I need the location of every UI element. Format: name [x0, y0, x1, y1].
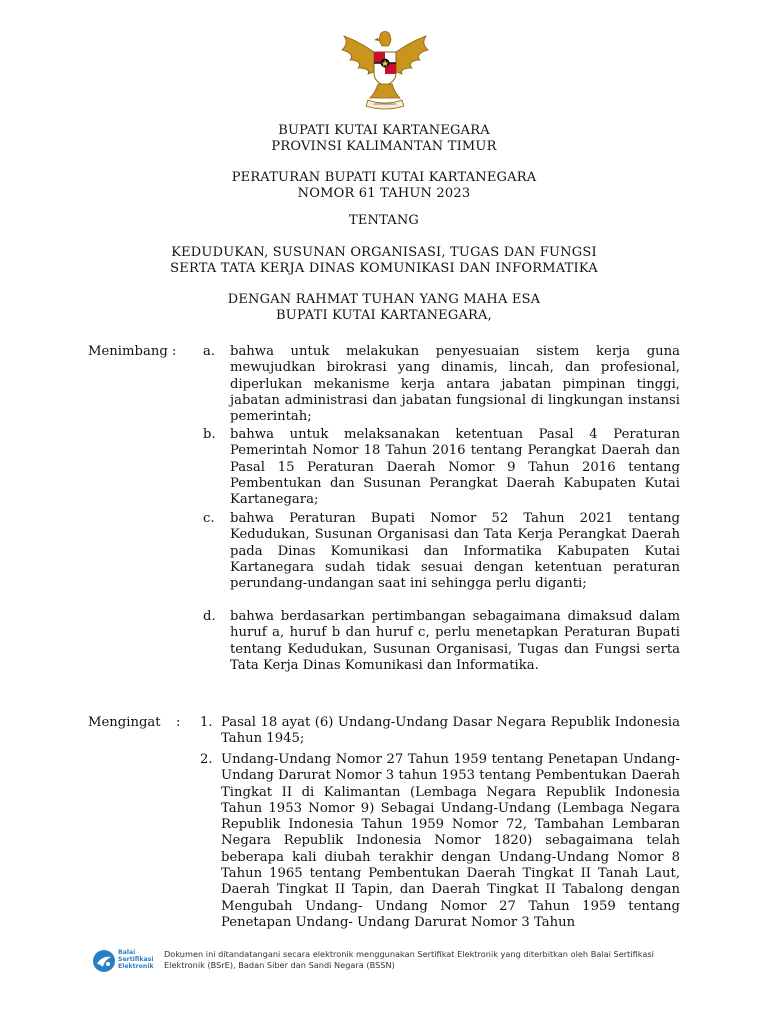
regulation-title: PERATURAN BUPATI KUTAI KARTANEGARA — [231, 170, 537, 185]
tentang-heading: TENTANG — [348, 213, 420, 228]
regulation-number: NOMOR 61 TAHUN 2023 — [297, 186, 471, 201]
esign-footer — [92, 948, 692, 978]
mengingat-colon: : — [176, 715, 181, 730]
menimbang-item-a: bahwa untuk melakukan penyesuaian sistem kerja guna mewujudkan birokrasi yang dinamis, lincah, dan profesional, diperlukan mekanisme kerja antara jabatan pimpinan tinggi, jabatan administrasi dan jabatan fungsional di lingkungan instansi pemerintah; — [230, 344, 680, 425]
menimbang-item-b: bahwa untuk melaksanakan ketentuan Pasal 4 Peraturan Pemerintah Nomor 18 Tahun 2016 tentang Perangkat Daerah dan Pasal 15 Peraturan Daerah Nomor 9 Tahun 2016 tentang Pembentukan dan Susunan Perangkat Daerah Kabupaten Kutai Kartanegara; — [230, 427, 680, 508]
mengingat-item-2: Undang-Undang Nomor 27 Tahun 1959 tentang Penetapan Undang-Undang Darurat Nomor 3 tahun 1953 tentang Pembentukan Daerah Tingkat II di Kalimantan (Lembaga Negara Republik Indonesia Tahun 1953 Nomor 9) Sebagai Undang-Undang (Lembaga Negara Republik Indonesia Tahun 1959 Nomor 72, Tambahan Lembaran Negara Republik Indonesia Nomor 1820) sebagaimana telah beberapa kali diubah terakhir dengan Undang-Undang Nomor 8 Tahun 1965 tentang Pembentukan Daerah Tingkat II Tanah Laut, Daerah Tingkat II Tapin, dan Daerah Tingkat II Tabalong dengan Mengubah Undang- Undang Nomor 27 Tahun 1959 tentang Penetapan Undang- Undang Darurat Nomor 3 Tahun — [221, 752, 680, 930]
subject-line-2: SERTA TATA KERJA DINAS KOMUNIKASI DAN INFORMATIKA — [170, 261, 598, 276]
bupati-line: BUPATI KUTAI KARTANEGARA, — [276, 308, 492, 323]
menimbang-item-d: bahwa berdasarkan pertimbangan sebagaimana dimaksud dalam huruf a, huruf b dan huruf c, perlu menetapkan Peraturan Bupati tentang Kedudukan, Susunan Organisasi, Tugas dan Fungsi serta Tata Kerja Dinas Komunikasi dan Informatika. — [230, 609, 680, 673]
mengingat-marker-2: 2. — [200, 752, 213, 767]
menimbang-marker-d: d. — [203, 609, 216, 624]
menimbang-marker-a: a. — [203, 344, 216, 359]
mengingat-label: Mengingat — [88, 715, 161, 730]
menimbang-label: Menimbang : — [88, 344, 177, 359]
menimbang-marker-b: b. — [203, 427, 216, 442]
menimbang-marker-c: c. — [203, 511, 215, 526]
mengingat-item-1: Pasal 18 ayat (6) Undang-Undang Dasar Negara Republik Indonesia Tahun 1945; — [221, 715, 680, 747]
esign-notice: Dokumen ini ditandatangani secara elektronik menggunakan Sertifikat Elektronik yang diterbitkan oleh Balai Sertifikasi Elektronik (BSrE), Badan Siber dan Sandi Negara (BSSN) — [164, 949, 654, 970]
subject-line-1: KEDUDUKAN, SUSUNAN ORGANISASI, TUGAS DAN FUNGSI — [171, 245, 597, 260]
invocation-line: DENGAN RAHMAT TUHAN YANG MAHA ESA — [227, 292, 541, 307]
mengingat-marker-1: 1. — [200, 715, 213, 730]
garuda-emblem-icon — [338, 28, 432, 112]
menimbang-item-c: bahwa Peraturan Bupati Nomor 52 Tahun 2021 tentang Kedudukan, Susunan Organisasi dan Tata Kerja Perangkat Daerah pada Dinas Komunikasi dan Informatika Kabupaten Kutai Kartanegara sudah tidak sesuai dengan ketentuan peraturan perundang-undangan saat ini sehingga perlu diganti; — [230, 511, 680, 592]
bsre-logo-text: Balai Sertifikasi Elektronik — [118, 949, 154, 970]
issuer-title: BUPATI KUTAI KARTANEGARA — [278, 123, 490, 138]
bsre-logo-icon — [92, 949, 116, 973]
province-title: PROVINSI KALIMANTAN TIMUR — [271, 139, 497, 154]
